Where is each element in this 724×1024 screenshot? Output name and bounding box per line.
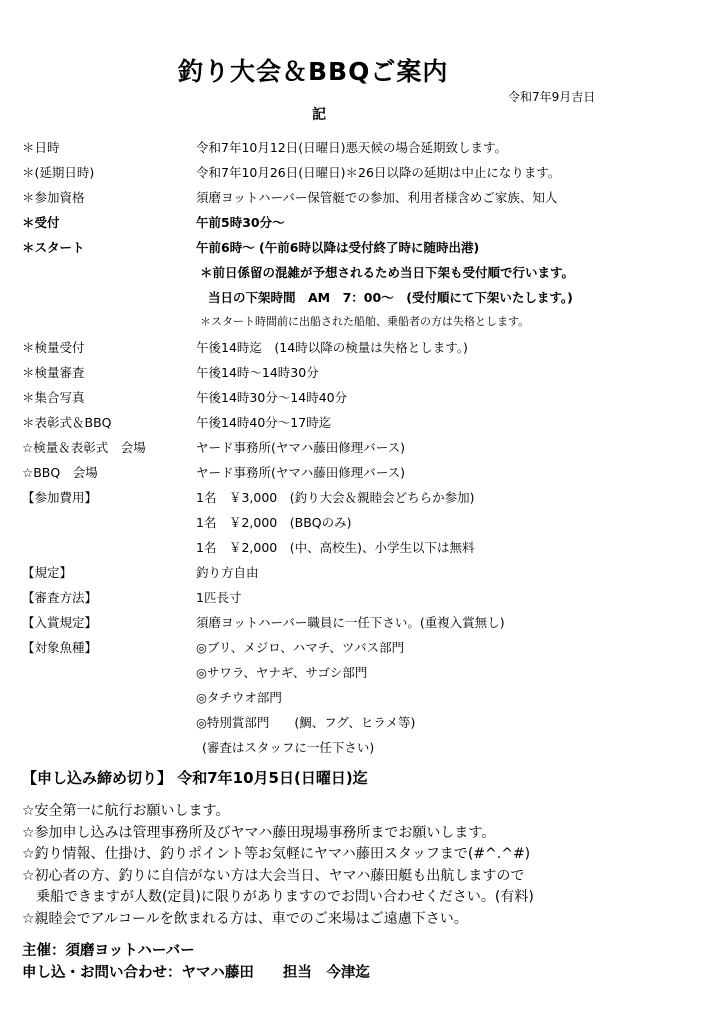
row-value: 釣り方自由 [196, 565, 259, 580]
row-value: 午後14時30分～14時40分 [196, 390, 348, 405]
row-value: 午後14時40分～17時迄 [196, 415, 332, 430]
organizer: 主催：須磨ヨットハーバー [22, 943, 195, 959]
row-value: 1匹長寸 [196, 590, 242, 605]
fish-label: 【対象魚種】 [22, 640, 98, 655]
fish-item: ◎タチウオ部門 [196, 690, 282, 705]
footer [22, 940, 370, 984]
ki-heading: 記 [312, 107, 326, 123]
note-item: 乗船できますが人数(定員)に限りがありますのでお問い合わせください。(有料) [22, 889, 534, 905]
row-label: ＊受付 [22, 215, 60, 230]
note-item: ☆釣り情報、仕掛け、釣りポイント等お気軽にヤマハ藤田スタッフまで(#^.^#) [22, 846, 531, 862]
row-label: ＊参加資格 [22, 190, 85, 205]
row-value: 須磨ヨットハーバー保管艇での参加、利用者様含めご家族、知人 [196, 190, 558, 205]
note-item: ☆安全第一に航行お願いします。 [22, 803, 230, 819]
row-label: ☆BBQ 会場 [22, 465, 98, 480]
row-label: ＊検量審査 [22, 365, 85, 380]
row-label: ＊スタート [22, 240, 85, 255]
start-note-2: 当日の下架時間 AM 7：00～ (受付順にて下架いたします。) [208, 290, 573, 305]
fee-item: 1名 ￥2,000 (BBQのみ) [196, 515, 352, 530]
fish-item: ◎サワラ、ヤナギ、サゴシ部門 [196, 665, 368, 680]
issue-date: 令和7年9月吉日 [508, 90, 596, 104]
fee-item: 1名 ￥3,000 (釣り大会＆親睦会どちらか参加) [196, 490, 475, 505]
row-label: ＊集合写真 [22, 390, 85, 405]
start-note-3: ＊スタート時間前に出船された船舶、乗船者の方は失格とします。 [200, 315, 530, 328]
row-value: 午後14時迄 (14時以降の検量は失格とします。) [196, 340, 468, 355]
note-item: ☆参加申し込みは管理事務所及びヤマハ藤田現場事務所までお願いします。 [22, 824, 496, 841]
row-value: 午前6時～ (午前6時以降は受付終了時に随時出港) [196, 240, 480, 255]
note-item: ☆初心者の方、釣りに自信がない方は大会当日、ヤマハ藤田艇も出航しますので [22, 867, 525, 884]
start-note-1: ＊前日係留の混雑が予想されるため当日下架も受付順で行います。 [200, 265, 575, 280]
row-label: ＊日時 [22, 140, 60, 155]
row-label: ＊表彰式＆BBQ [22, 415, 112, 430]
row-label: ＊検量受付 [22, 340, 85, 355]
row-value: 須磨ヨットハーバー職員に一任下さい。(重複入賞無し) [196, 615, 505, 630]
row-value: 令和7年10月26日(日曜日)＊26日以降の延期は中止になります。 [196, 165, 561, 180]
row-value: ヤード事務所(ヤマハ藤田修理バース) [196, 440, 406, 455]
row-value: 午前5時30分～ [196, 215, 285, 230]
row-label: 【規定】 [22, 565, 73, 580]
note-item: ☆親睦会でアルコールを飲まれる方は、車でのご来場はご遠慮下さい。 [22, 910, 468, 927]
fish-item: ◎ブリ、メジロ、ハマチ、ツバス部門 [196, 640, 405, 655]
row-label: ＊(延期日時) [22, 165, 95, 180]
row-value: 午後14時～14時30分 [196, 365, 319, 380]
row-label: 【入賞規定】 [22, 615, 98, 630]
notes-list [22, 801, 534, 930]
contact: 申し込・お問い合わせ：ヤマハ藤田 担当 今津迄 [22, 965, 370, 981]
application-deadline: 【申し込み締め切り】 令和7年10月5日(日曜日)迄 [22, 769, 368, 787]
fish-item: ◎特別賞部門 (鯛、フグ、ヒラメ等) [196, 715, 416, 730]
row-label: ☆検量＆表彰式 会場 [22, 440, 146, 455]
row-label: 【審査方法】 [22, 590, 98, 605]
fee-item: 1名 ￥2,000 (中、高校生)、小学生以下は無料 [196, 540, 475, 555]
row-value: 令和7年10月12日(日曜日)悪天候の場合延期致します。 [196, 140, 508, 155]
document-title: 釣り大会＆BBQご案内 [178, 57, 449, 86]
fish-judging-note: (審査はスタッフに一任下さい) [202, 740, 375, 755]
row-value: ヤード事務所(ヤマハ藤田修理バース) [196, 465, 406, 480]
fees-label: 【参加費用】 [22, 490, 98, 505]
